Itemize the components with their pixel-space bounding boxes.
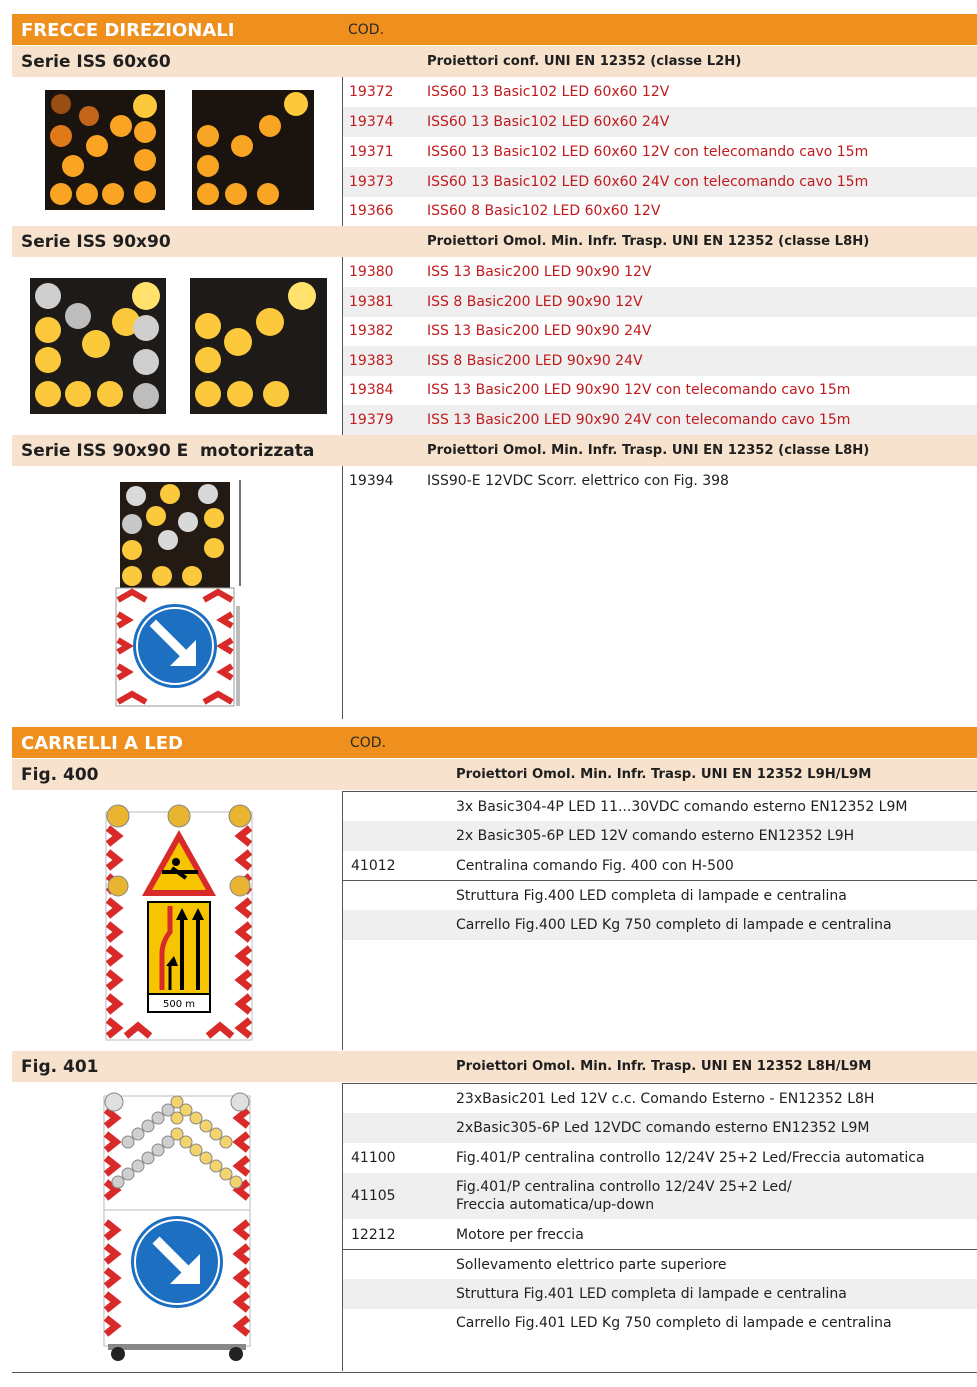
product-description: Motore per freccia: [456, 1227, 584, 1243]
product-description: 3x Basic304-4P LED 11...30VDC comando esterno EN12352 L9M: [456, 799, 908, 815]
product-description: ISS90-E 12VDC Scorr. elettrico con Fig. 398: [427, 473, 729, 489]
column-divider: [342, 257, 343, 435]
motorized-arrow-board-image: [112, 476, 244, 710]
product-description: ISS60 13 Basic102 LED 60x60 12V: [427, 84, 670, 100]
table-row: [343, 167, 977, 197]
series-header-iss90: [12, 226, 977, 257]
product-description: ISS 13 Basic200 LED 90x90 12V: [427, 264, 652, 280]
product-description: ISS60 8 Basic102 LED 60x60 12V: [427, 203, 661, 219]
table-row: [343, 287, 977, 317]
product-description: Fig.401/P centralina controllo 12/24V 25+2 Led/: [456, 1179, 792, 1195]
series-name: Serie ISS 90x90: [21, 232, 171, 252]
figure-header-400: [12, 759, 977, 790]
table-row: [343, 316, 977, 346]
product-description-line2: Freccia automatica/up-down: [456, 1197, 655, 1213]
table-row: [343, 257, 977, 287]
table-bottom-border: [12, 1372, 977, 1373]
column-divider: [342, 791, 343, 1050]
arrow-board-13-image: [45, 90, 165, 210]
table-row: [343, 405, 977, 435]
product-code: 19374: [349, 114, 394, 130]
product-description: Fig.401/P centralina controllo 12/24V 25+2 Led/Freccia automatica: [456, 1150, 925, 1166]
product-description: ISS 8 Basic200 LED 90x90 12V: [427, 294, 643, 310]
series-description: Proiettori Omol. Min. Infr. Trasp. UNI EN 12352 (classe L8H): [427, 443, 870, 458]
series-name: Serie ISS 60x60: [21, 52, 171, 72]
arrow-board-13-90-image: [30, 278, 166, 414]
product-description: Carrello Fig.401 LED Kg 750 completo di lampade e centralina: [456, 1315, 892, 1331]
product-code: 19394: [349, 473, 394, 489]
product-code: 41012: [351, 858, 396, 874]
product-description: ISS 13 Basic200 LED 90x90 24V con telecomando cavo 15m: [427, 412, 851, 428]
series-header-iss90e: [12, 435, 977, 466]
arrow-board-8-image: [192, 90, 314, 210]
arrow-board-8-90-image: [190, 278, 327, 414]
product-description: ISS60 13 Basic102 LED 60x60 24V: [427, 114, 670, 130]
table-row: [343, 107, 977, 137]
table-row: [343, 1279, 977, 1309]
table-row: [343, 466, 977, 496]
product-description: ISS60 13 Basic102 LED 60x60 24V con telecomando cavo 15m: [427, 174, 869, 190]
figure-description: Proiettori Omol. Min. Infr. Trasp. UNI EN 12352 L8H/L9M: [456, 1059, 872, 1074]
product-description: 2x Basic305-6P LED 12V comando esterno EN12352 L9H: [456, 828, 855, 844]
section-header-frecce: [12, 14, 977, 45]
table-row: [343, 1250, 977, 1280]
table-row: [343, 881, 977, 911]
product-code: 19384: [349, 382, 394, 398]
column-divider: [342, 1083, 343, 1371]
cod-column-header: COD.: [350, 735, 387, 751]
section-title: CARRELLI A LED: [21, 733, 183, 754]
product-description: Centralina comando Fig. 400 con H-500: [456, 858, 734, 874]
product-description: ISS 8 Basic200 LED 90x90 24V: [427, 353, 643, 369]
product-code: 19373: [349, 174, 394, 190]
table-row: [343, 851, 977, 881]
table-row: [343, 792, 977, 822]
series-name: Serie ISS 90x90 E motorizzata: [21, 441, 315, 461]
column-divider: [342, 77, 343, 226]
product-description: ISS 13 Basic200 LED 90x90 12V con telecomando cavo 15m: [427, 382, 851, 398]
product-code: 19372: [349, 84, 394, 100]
product-code: 19381: [349, 294, 394, 310]
product-description: Sollevamento elettrico parte superiore: [456, 1257, 727, 1273]
figure-name: Fig. 401: [21, 1057, 99, 1077]
table-row: [343, 821, 977, 851]
table-row: [343, 375, 977, 405]
table-row: [343, 1143, 977, 1173]
table-row: [343, 1220, 977, 1250]
figure-header-401: [12, 1051, 977, 1082]
table-row: [343, 910, 977, 940]
product-code: 41105: [351, 1188, 396, 1204]
table-row: [343, 1113, 977, 1143]
table-row: [343, 196, 977, 226]
section-title: FRECCE DIREZIONALI: [21, 20, 235, 41]
product-code: 19383: [349, 353, 394, 369]
table-row: [343, 346, 977, 376]
product-description: Struttura Fig.401 LED completa di lampade e centralina: [456, 1286, 847, 1302]
table-row: [343, 137, 977, 167]
fig401-trailer-image: [102, 1092, 252, 1362]
product-description: 2xBasic305-6P Led 12VDC comando esterno EN12352 L9M: [456, 1120, 870, 1136]
distance-label: 500 m: [162, 999, 196, 1010]
product-description: Struttura Fig.400 LED completa di lampade e centralina: [456, 888, 847, 904]
figure-description: Proiettori Omol. Min. Infr. Trasp. UNI EN 12352 L9H/L9M: [456, 767, 872, 782]
table-row: [343, 77, 977, 107]
table-row: [343, 1308, 977, 1338]
fig400-sign-image: [104, 804, 254, 1040]
product-code: 41100: [351, 1150, 396, 1166]
product-code: 12212: [351, 1227, 396, 1243]
row-divider: [343, 791, 977, 792]
product-code: 19380: [349, 264, 394, 280]
product-code: 19371: [349, 144, 394, 160]
product-description: Carrello Fig.400 LED Kg 750 completo di lampade e centralina: [456, 917, 892, 933]
column-divider: [342, 466, 343, 719]
series-description: Proiettori conf. UNI EN 12352 (classe L2H): [427, 54, 742, 69]
product-description: 23xBasic201 Led 12V c.c. Comando Esterno - EN12352 L8H: [456, 1091, 875, 1107]
product-description: ISS60 13 Basic102 LED 60x60 12V con telecomando cavo 15m: [427, 144, 869, 160]
section-header-carrelli: [12, 727, 977, 758]
product-description: ISS 13 Basic200 LED 90x90 24V: [427, 323, 652, 339]
product-code: 19366: [349, 203, 394, 219]
product-code: 19382: [349, 323, 394, 339]
figure-name: Fig. 400: [21, 765, 99, 785]
cod-column-header: COD.: [348, 22, 385, 38]
table-row: [343, 1084, 977, 1114]
series-description: Proiettori Omol. Min. Infr. Trasp. UNI EN 12352 (classe L8H): [427, 234, 870, 249]
product-code: 19379: [349, 412, 394, 428]
series-header-iss60: [12, 46, 977, 77]
table-row: [343, 1173, 977, 1219]
